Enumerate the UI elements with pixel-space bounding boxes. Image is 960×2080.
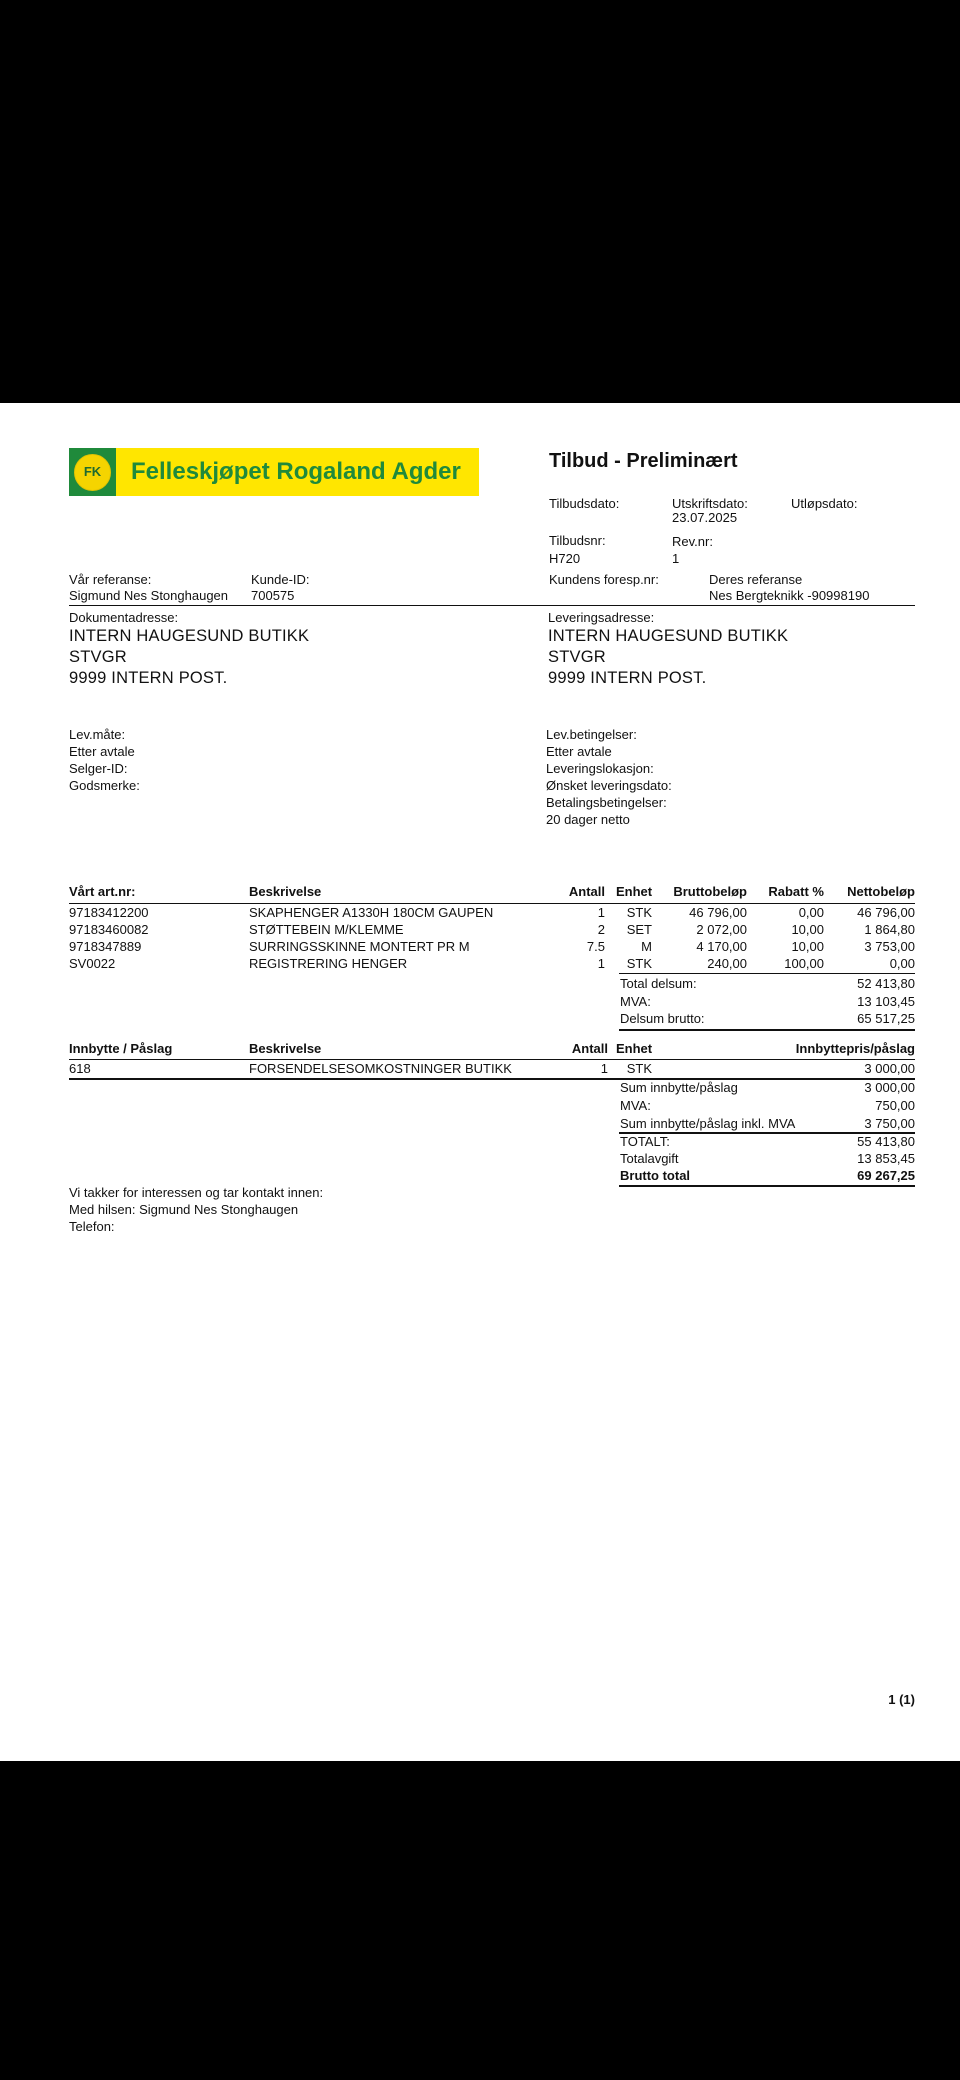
delsum-brutto-value: 65 517,25 — [857, 1011, 915, 1026]
page-number: 1 (1) — [888, 1692, 915, 1707]
innbytte-rows-divider — [69, 1078, 915, 1080]
mva-value: 13 103,45 — [857, 994, 915, 1009]
selger-id-label: Selger-ID: — [69, 761, 128, 776]
row-artnr: 97183412200 — [69, 905, 149, 920]
leveringsadresse-line2: STVGR — [548, 648, 606, 666]
onsket-leveringsdato-label: Ønsket leveringsdato: — [546, 778, 672, 793]
col-header-rabatt: Rabatt % — [768, 884, 824, 899]
col-header-artnr: Vårt art.nr: — [69, 884, 136, 899]
row-antall: 7.5 — [586, 939, 605, 954]
col-header-innbyttepris: Innbyttepris/påslag — [795, 1041, 915, 1056]
row-rabatt: 10,00 — [791, 922, 824, 937]
innbytte-header-divider — [69, 1059, 915, 1060]
closing-line2: Med hilsen: Sigmund Nes Stonghaugen — [69, 1202, 299, 1217]
deres-referanse-label: Deres referanse — [709, 572, 803, 587]
header-divider — [69, 605, 915, 606]
closing-line3: Telefon: — [69, 1219, 115, 1234]
godsmerke-label: Godsmerke: — [69, 778, 140, 793]
row-antall: 1 — [597, 905, 605, 920]
row-artnr: 97183460082 — [69, 922, 149, 937]
company-logo — [69, 448, 479, 496]
row-artnr: 9718347889 — [69, 939, 142, 954]
row-innbytte-antall: 1 — [600, 1061, 608, 1076]
dokumentadresse-line2: STVGR — [69, 648, 127, 666]
sum-inkl-mva-value: 3 750,00 — [864, 1116, 915, 1131]
lev-betingelser-value: Etter avtale — [546, 744, 612, 759]
leveringsadresse-line3: 9999 INTERN POST. — [548, 669, 707, 687]
row-nettobelop: 3 753,00 — [864, 939, 915, 954]
total-delsum-value: 52 413,80 — [857, 976, 915, 991]
dokumentadresse-label: Dokumentadresse: — [69, 610, 179, 625]
revnr-value: 1 — [672, 551, 680, 566]
row-beskrivelse: SKAPHENGER A1330H 180CM GAUPEN — [249, 905, 494, 920]
kunde-id-label: Kunde-ID: — [251, 572, 310, 587]
sum-inkl-mva-label: Sum innbytte/påslag inkl. MVA — [620, 1116, 796, 1131]
deres-referanse-value: Nes Bergteknikk -90998190 — [709, 588, 870, 603]
lev-mate-label: Lev.måte: — [69, 727, 126, 742]
leveringsadresse-label: Leveringsadresse: — [548, 610, 655, 625]
dokumentadresse-line1: INTERN HAUGESUND BUTIKK — [69, 627, 310, 645]
row-innbytte-nr: 618 — [69, 1061, 91, 1076]
row-enhet: STK — [626, 956, 652, 971]
lev-betingelser-label: Lev.betingelser: — [546, 727, 637, 742]
row-artnr: SV0022 — [69, 956, 116, 971]
document-title: Tilbud - Preliminært — [549, 450, 738, 472]
row-bruttobelop: 2 072,00 — [696, 922, 747, 937]
brutto-total-value: 69 267,25 — [857, 1168, 915, 1183]
row-beskrivelse: STØTTEBEIN M/KLEMME — [249, 922, 404, 937]
tilbudsdato-label: Tilbudsdato: — [549, 496, 620, 511]
totals-mva-label: MVA: — [620, 1098, 651, 1113]
sum-innbytte-value: 3 000,00 — [864, 1080, 915, 1095]
col-header-innbytte-beskrivelse: Beskrivelse — [249, 1041, 322, 1056]
total-delsum-label: Total delsum: — [620, 976, 697, 991]
col-header-nettobelop: Nettobeløp — [847, 884, 915, 899]
col-header-antall: Antall — [568, 884, 605, 899]
var-referanse-value: Sigmund Nes Stonghaugen — [69, 588, 229, 603]
dokumentadresse-line3: 9999 INTERN POST. — [69, 669, 228, 687]
row-enhet: STK — [626, 905, 652, 920]
items-header-divider — [69, 903, 915, 904]
row-innbytte-enhet: STK — [626, 1061, 652, 1076]
row-nettobelop: 1 864,80 — [864, 922, 915, 937]
closing-line1: Vi takker for interessen og tar kontakt innen: — [69, 1185, 324, 1200]
betalingsbetingelser-label: Betalingsbetingelser: — [546, 795, 667, 810]
row-rabatt: 0,00 — [798, 905, 824, 920]
tilbudsnr-label: Tilbudsnr: — [549, 533, 606, 548]
col-header-bruttobelop: Bruttobeløp — [673, 884, 747, 899]
col-header-innbytte-antall: Antall — [571, 1041, 608, 1056]
totalavgift-value: 13 853,45 — [857, 1151, 915, 1166]
row-antall: 2 — [597, 922, 605, 937]
logo-mark — [69, 448, 116, 496]
row-enhet: SET — [626, 922, 652, 937]
totalavgift-label: Totalavgift — [620, 1151, 679, 1166]
delsum-underline — [619, 1029, 915, 1031]
row-bruttobelop: 4 170,00 — [696, 939, 747, 954]
betalingsbetingelser-value: 20 dager netto — [546, 812, 630, 827]
col-header-enhet: Enhet — [616, 884, 653, 899]
tilbudsnr-value: H720 — [549, 551, 581, 566]
items-rows-divider — [619, 973, 915, 974]
logo-mark-text: FK — [83, 464, 102, 479]
brutto-total-label: Brutto total — [620, 1168, 691, 1183]
col-header-innbytte-enhet: Enhet — [616, 1041, 653, 1056]
row-innbytte-pris: 3 000,00 — [864, 1061, 915, 1076]
row-innbytte-beskrivelse: FORSENDELSESOMKOSTNINGER BUTIKK — [249, 1061, 512, 1076]
totalt-value: 55 413,80 — [857, 1134, 915, 1149]
totalt-label: TOTALT: — [620, 1134, 670, 1149]
logo-name: Felleskjøpet Rogaland Agder — [131, 458, 461, 485]
utlopsdato-label: Utløpsdato: — [791, 496, 858, 511]
revnr-label: Rev.nr: — [672, 534, 713, 549]
row-beskrivelse: REGISTRERING HENGER — [249, 956, 408, 971]
leveringsadresse-line1: INTERN HAUGESUND BUTIKK — [548, 627, 789, 645]
kunde-id-value: 700575 — [251, 588, 295, 603]
logo-seal-icon — [74, 454, 111, 491]
col-header-innbytte: Innbytte / Påslag — [69, 1041, 173, 1056]
row-bruttobelop: 240,00 — [707, 956, 747, 971]
var-referanse-label: Vår referanse: — [69, 572, 152, 587]
row-antall: 1 — [597, 956, 605, 971]
kundens-foresp-label: Kundens foresp.nr: — [549, 572, 659, 587]
row-nettobelop: 46 796,00 — [857, 905, 915, 920]
lev-mate-value: Etter avtale — [69, 744, 135, 759]
row-beskrivelse: SURRINGSSKINNE MONTERT PR M — [249, 939, 470, 954]
col-header-beskrivelse: Beskrivelse — [249, 884, 322, 899]
sum-innbytte-label: Sum innbytte/påslag — [620, 1080, 738, 1095]
leveringslokasjon-label: Leveringslokasjon: — [546, 761, 654, 776]
utskriftsdato-value: 23.07.2025 — [672, 510, 738, 525]
document-page — [0, 403, 960, 1761]
delsum-brutto-label: Delsum brutto: — [620, 1011, 705, 1026]
row-nettobelop: 0,00 — [889, 956, 915, 971]
mva-label: MVA: — [620, 994, 651, 1009]
row-rabatt: 100,00 — [784, 956, 824, 971]
totals-mva-value: 750,00 — [875, 1098, 915, 1113]
row-enhet: M — [641, 939, 652, 954]
row-bruttobelop: 46 796,00 — [689, 905, 747, 920]
utskriftsdato-label: Utskriftsdato: — [672, 496, 748, 511]
row-rabatt: 10,00 — [791, 939, 824, 954]
brutto-total-underline — [619, 1185, 915, 1187]
